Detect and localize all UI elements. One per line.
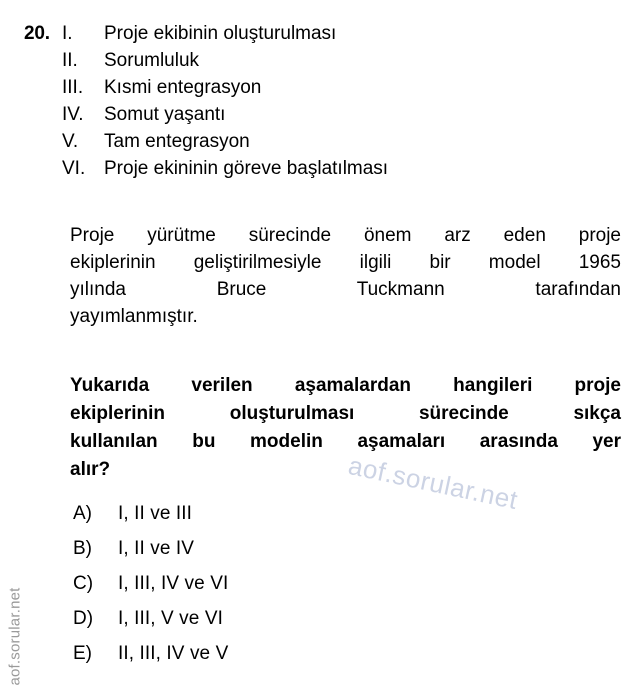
list-item-text: Sorumluluk [104,50,200,71]
list-item [62,47,622,74]
stem-line: alır? [70,459,111,480]
paragraph-line: Proje yürütme sürecinde önem arz eden proje [70,225,621,246]
list-item-text: Proje ekininin göreve başlatılması [104,158,389,179]
option-label: D) [73,608,94,629]
list-item [62,128,622,155]
list-item-numeral: IV. [62,104,84,125]
question-stem [70,372,621,484]
list-item-numeral: II. [62,50,78,71]
paragraph-line: ekiplerinin geliştirilmesiyle ilgili bir model 1965 [70,252,621,273]
stem-line: kullanılan bu modelin aşamaları arasında yer [70,431,621,452]
list-item-numeral: I. [62,23,73,44]
option-text: I, II ve IV [118,538,195,559]
stem-line: Yukarıda verilen aşamalardan hangileri proje [70,375,621,396]
list-item [62,74,622,101]
answer-option-c[interactable] [73,573,593,608]
list-item-numeral: III. [62,77,84,98]
list-item [62,101,622,128]
option-text: II, III, IV ve V [118,643,229,664]
option-label: E) [73,643,92,664]
question-number: 20. [24,23,50,44]
answer-option-e[interactable] [73,643,593,678]
answer-option-a[interactable] [73,503,593,538]
answer-option-d[interactable] [73,608,593,643]
list-item [62,20,622,47]
option-label: A) [73,503,92,524]
intro-paragraph [70,222,621,330]
stem-line: ekiplerinin oluşturulması sürecinde sıkça [70,403,621,424]
diagonal-watermark: aof.sorular.net [345,450,521,516]
option-text: I, III, V ve VI [118,608,223,629]
paragraph-line: yayımlanmıştır. [70,306,198,327]
list-item-text: Tam entegrasyon [104,131,250,152]
answer-options [73,503,593,678]
vertical-watermark: aof.sorular.net [6,587,24,686]
option-text: I, III, IV ve VI [118,573,229,594]
list-item-text: Somut yaşantı [104,104,226,125]
option-label: B) [73,538,92,559]
paragraph-line: yılında Bruce Tuckmann tarafından [70,279,621,300]
list-item-numeral: V. [62,131,79,152]
roman-numeral-list [62,20,622,182]
option-text: I, II ve III [118,503,193,524]
list-item-text: Kısmi entegrasyon [104,77,262,98]
option-label: C) [73,573,94,594]
list-item-text: Proje ekibinin oluşturulması [104,23,337,44]
list-item-numeral: VI. [62,158,86,179]
list-item [62,155,622,182]
answer-option-b[interactable] [73,538,593,573]
